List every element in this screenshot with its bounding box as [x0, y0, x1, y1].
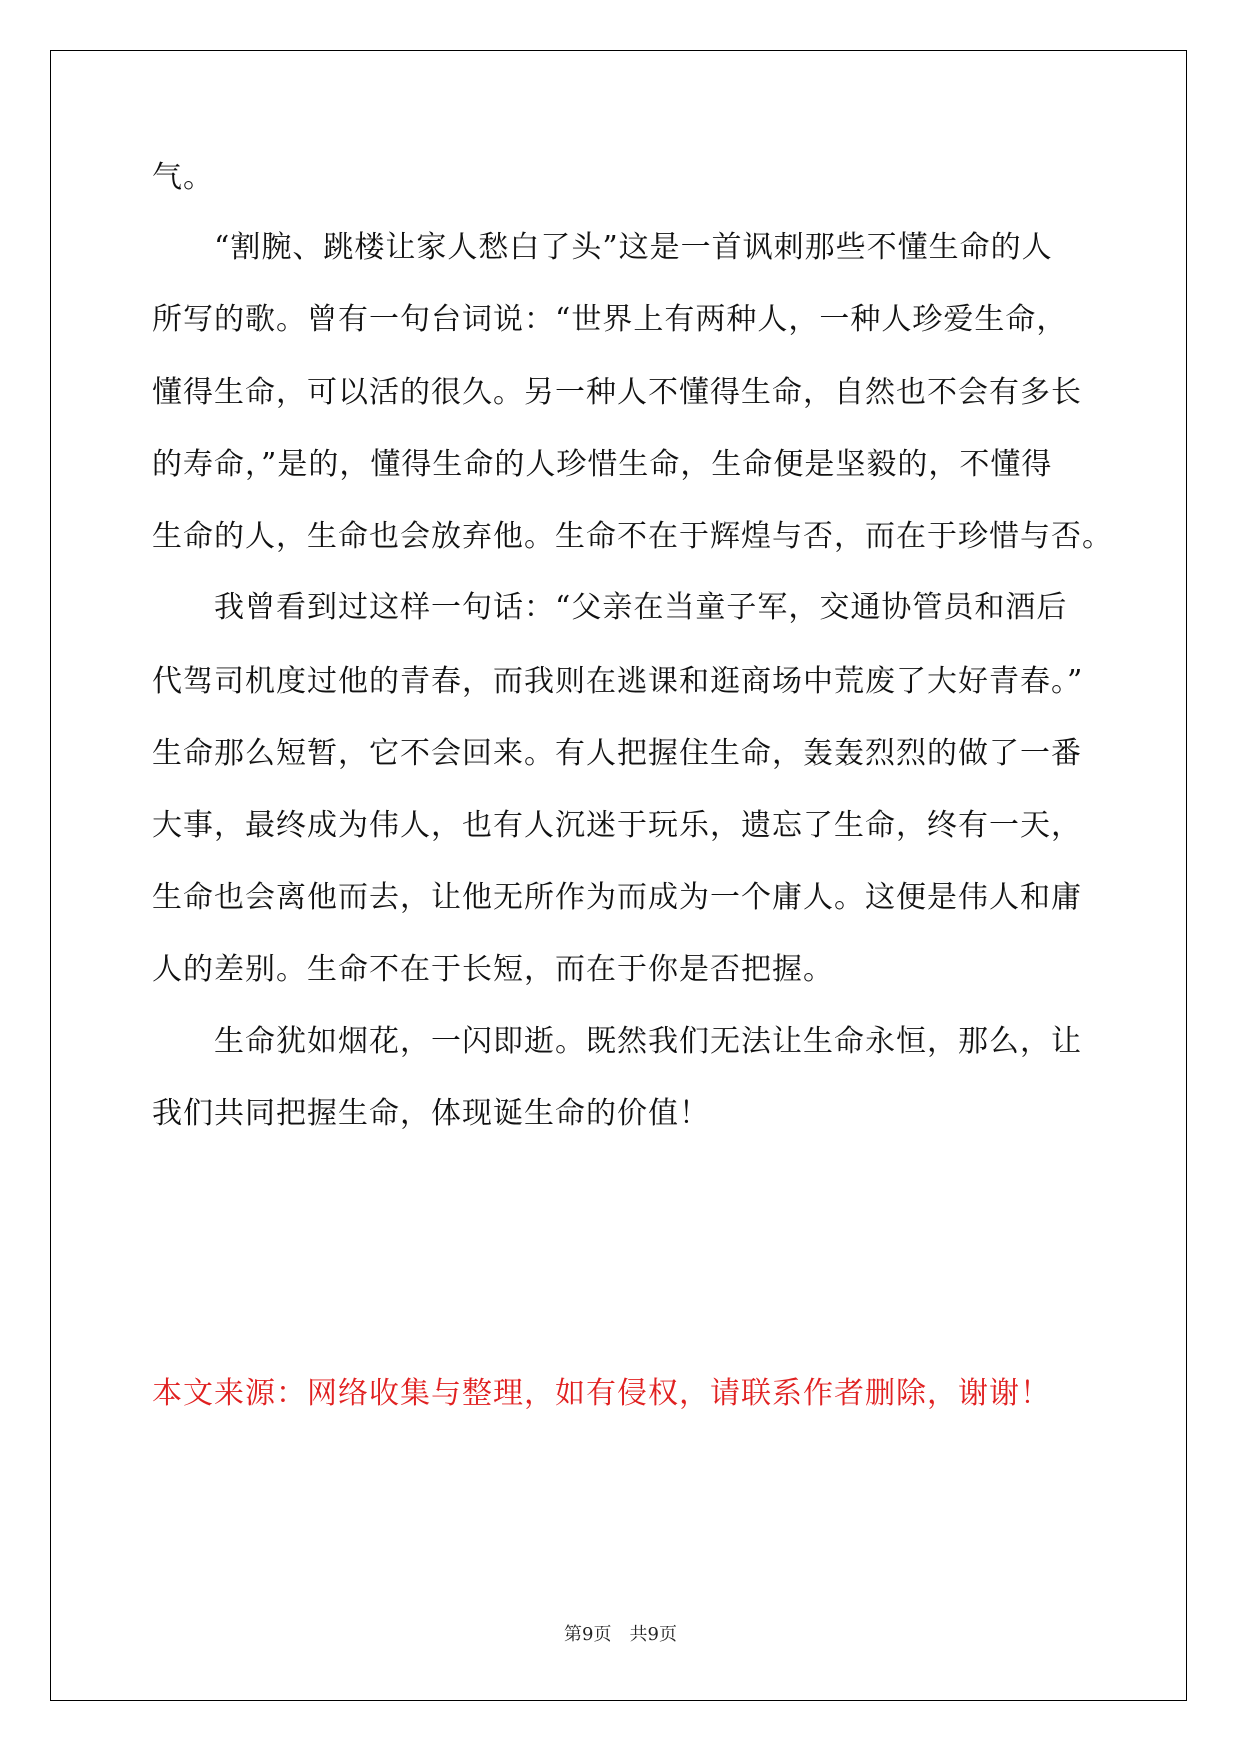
text-line: “割腕、跳楼让家人愁白了头”这是一首讽刺那些不懂生命的人	[214, 230, 1053, 265]
text-line: 我曾看到过这样一句话：“父亲在当童子军，交通协管员和酒后	[214, 590, 1068, 625]
text-line: 大事，最终成为伟人，也有人沉迷于玩乐，遗忘了生命，终有一天，	[152, 808, 1082, 843]
page-footer: 第9页 共9页	[564, 1624, 677, 1645]
page-border	[50, 50, 1187, 1701]
text-line: 所写的歌。曾有一句台词说：“世界上有两种人，一种人珍爱生命，	[152, 302, 1068, 337]
text-line: 生命也会离他而去，让他无所作为而成为一个庸人。这便是伟人和庸	[152, 880, 1082, 915]
text-line: 的寿命，”是的，懂得生命的人珍惜生命，生命便是坚毅的，不懂得	[152, 447, 1053, 482]
text-line: 生命的人，生命也会放弃他。生命不在于辉煌与否，而在于珍惜与否。	[152, 519, 1113, 554]
text-line: 生命那么短暂，它不会回来。有人把握住生命，轰轰烈烈的做了一番	[152, 736, 1082, 771]
text-line: 生命犹如烟花，一闪即逝。既然我们无法让生命永恒，那么，让	[214, 1024, 1082, 1059]
text-line: 懂得生命，可以活的很久。另一种人不懂得生命，自然也不会有多长	[152, 375, 1082, 410]
source-note: 本文来源：网络收集与整理，如有侵权，请联系作者删除，谢谢！	[152, 1376, 1051, 1411]
text-line: 人的差别。生命不在于长短，而在于你是否把握。	[152, 952, 834, 987]
text-line: 气。	[152, 160, 214, 195]
text-line: 我们共同把握生命，体现诞生命的价值！	[152, 1096, 710, 1131]
text-line: 代驾司机度过他的青春，而我则在逃课和逛商场中荒废了大好青春。”	[152, 664, 1084, 699]
